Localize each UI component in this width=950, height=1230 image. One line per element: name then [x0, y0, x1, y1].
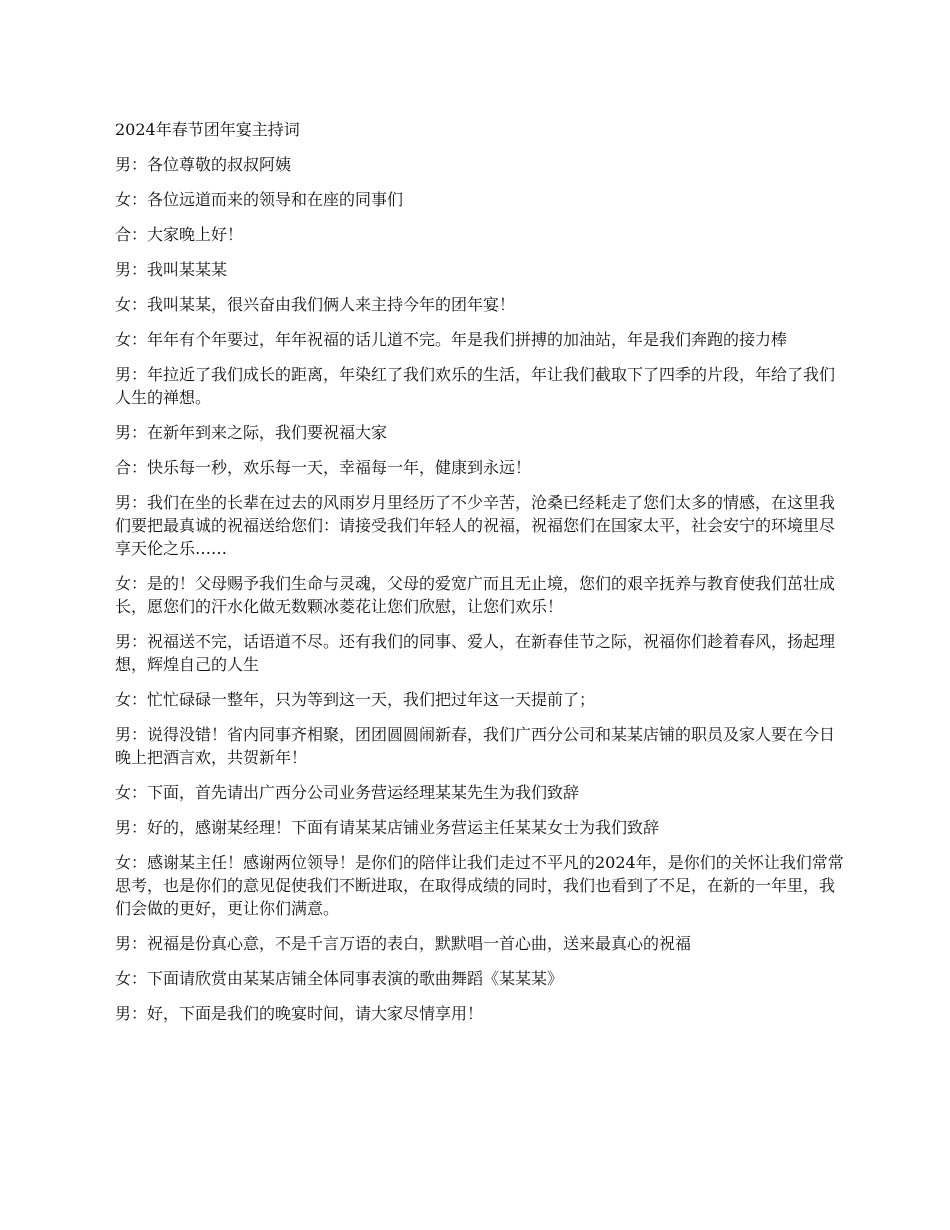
script-line: 男：祝福送不完，话语道不尽。还有我们的同事、爱人，在新春佳节之际，祝福你们趁着春风，扬起理想，辉煌自己的人生: [115, 632, 836, 674]
script-line: 女：感谢某主任！感谢两位领导！是你们的陪伴让我们走过不平凡的2024年，是你们的关怀让我们常常思考，也是你们的意见促使我们不断进取，在取得成绩的同时，我们也看到了不足，在新的一年里，我们会做的更好，更让你们满意。: [115, 853, 844, 918]
script-line: 女：下面请欣赏由某某店铺全体同事表演的歌曲舞蹈《某某某》: [115, 969, 564, 988]
script-line: 男：各位尊敬的叔叔阿姨: [115, 155, 292, 174]
script-line: 女：年年有个年要过，年年祝福的话儿道不完。年是我们拼搏的加油站，年是我们奔跑的接力棒: [115, 330, 788, 349]
script-line: 男：年拉近了我们成长的距离，年染红了我们欢乐的生活，年让我们截取下了四季的片段，年给了我们人生的禅想。: [115, 365, 836, 407]
document-body: [115, 118, 845, 1037]
script-line: 男：好，下面是我们的晚宴时间，请大家尽情享用！: [115, 1004, 484, 1023]
script-line: 男：祝福是份真心意，不是千言万语的表白，默默唱一首心曲，送来最真心的祝福: [115, 934, 692, 953]
script-line: 女：我叫某某，很兴奋由我们俩人来主持今年的团年宴！: [115, 295, 516, 314]
document-title: 2024年春节团年宴主持词: [115, 120, 300, 139]
script-line: 女：各位远道而来的领导和在座的同事们: [115, 190, 404, 209]
script-line: 男：说得没错！省内同事齐相聚，团团圆圆闹新春，我们广西分公司和某某店铺的职员及家人要在今日晚上把酒言欢，共贺新年！: [115, 725, 836, 767]
script-line: 女：下面，首先请出广西分公司业务营运经理某某先生为我们致辞: [115, 783, 580, 802]
script-line: 男：我叫某某某: [115, 260, 228, 279]
script-line: 合：大家晚上好！: [115, 225, 244, 244]
script-line: 合：快乐每一秒，欢乐每一天，幸福每一年，健康到永远！: [115, 458, 532, 477]
script-line: 女：忙忙碌碌一整年，只为等到这一天，我们把过年这一天提前了；: [115, 690, 596, 709]
script-line: 男：在新年到来之际，我们要祝福大家: [115, 423, 388, 442]
script-line: 男：好的，感谢某经理！下面有请某某店铺业务营运主任某某女士为我们致辞: [115, 818, 660, 837]
script-line: 女：是的！父母赐予我们生命与灵魂，父母的爱宽广而且无止境，您们的艰辛抚养与教育使我们茁壮成长，愿您们的汗水化做无数颗冰菱花让您们欣慰，让您们欢乐！: [115, 574, 836, 616]
script-line: 男：我们在坐的长辈在过去的风雨岁月里经历了不少辛苦，沧桑已经耗走了您们太多的情感，在这里我们要把最真诚的祝福送给您们：请接受我们年轻人的祝福，祝福您们在国家太平，社会安宁的环境里尽享天伦之乐……: [115, 493, 836, 558]
